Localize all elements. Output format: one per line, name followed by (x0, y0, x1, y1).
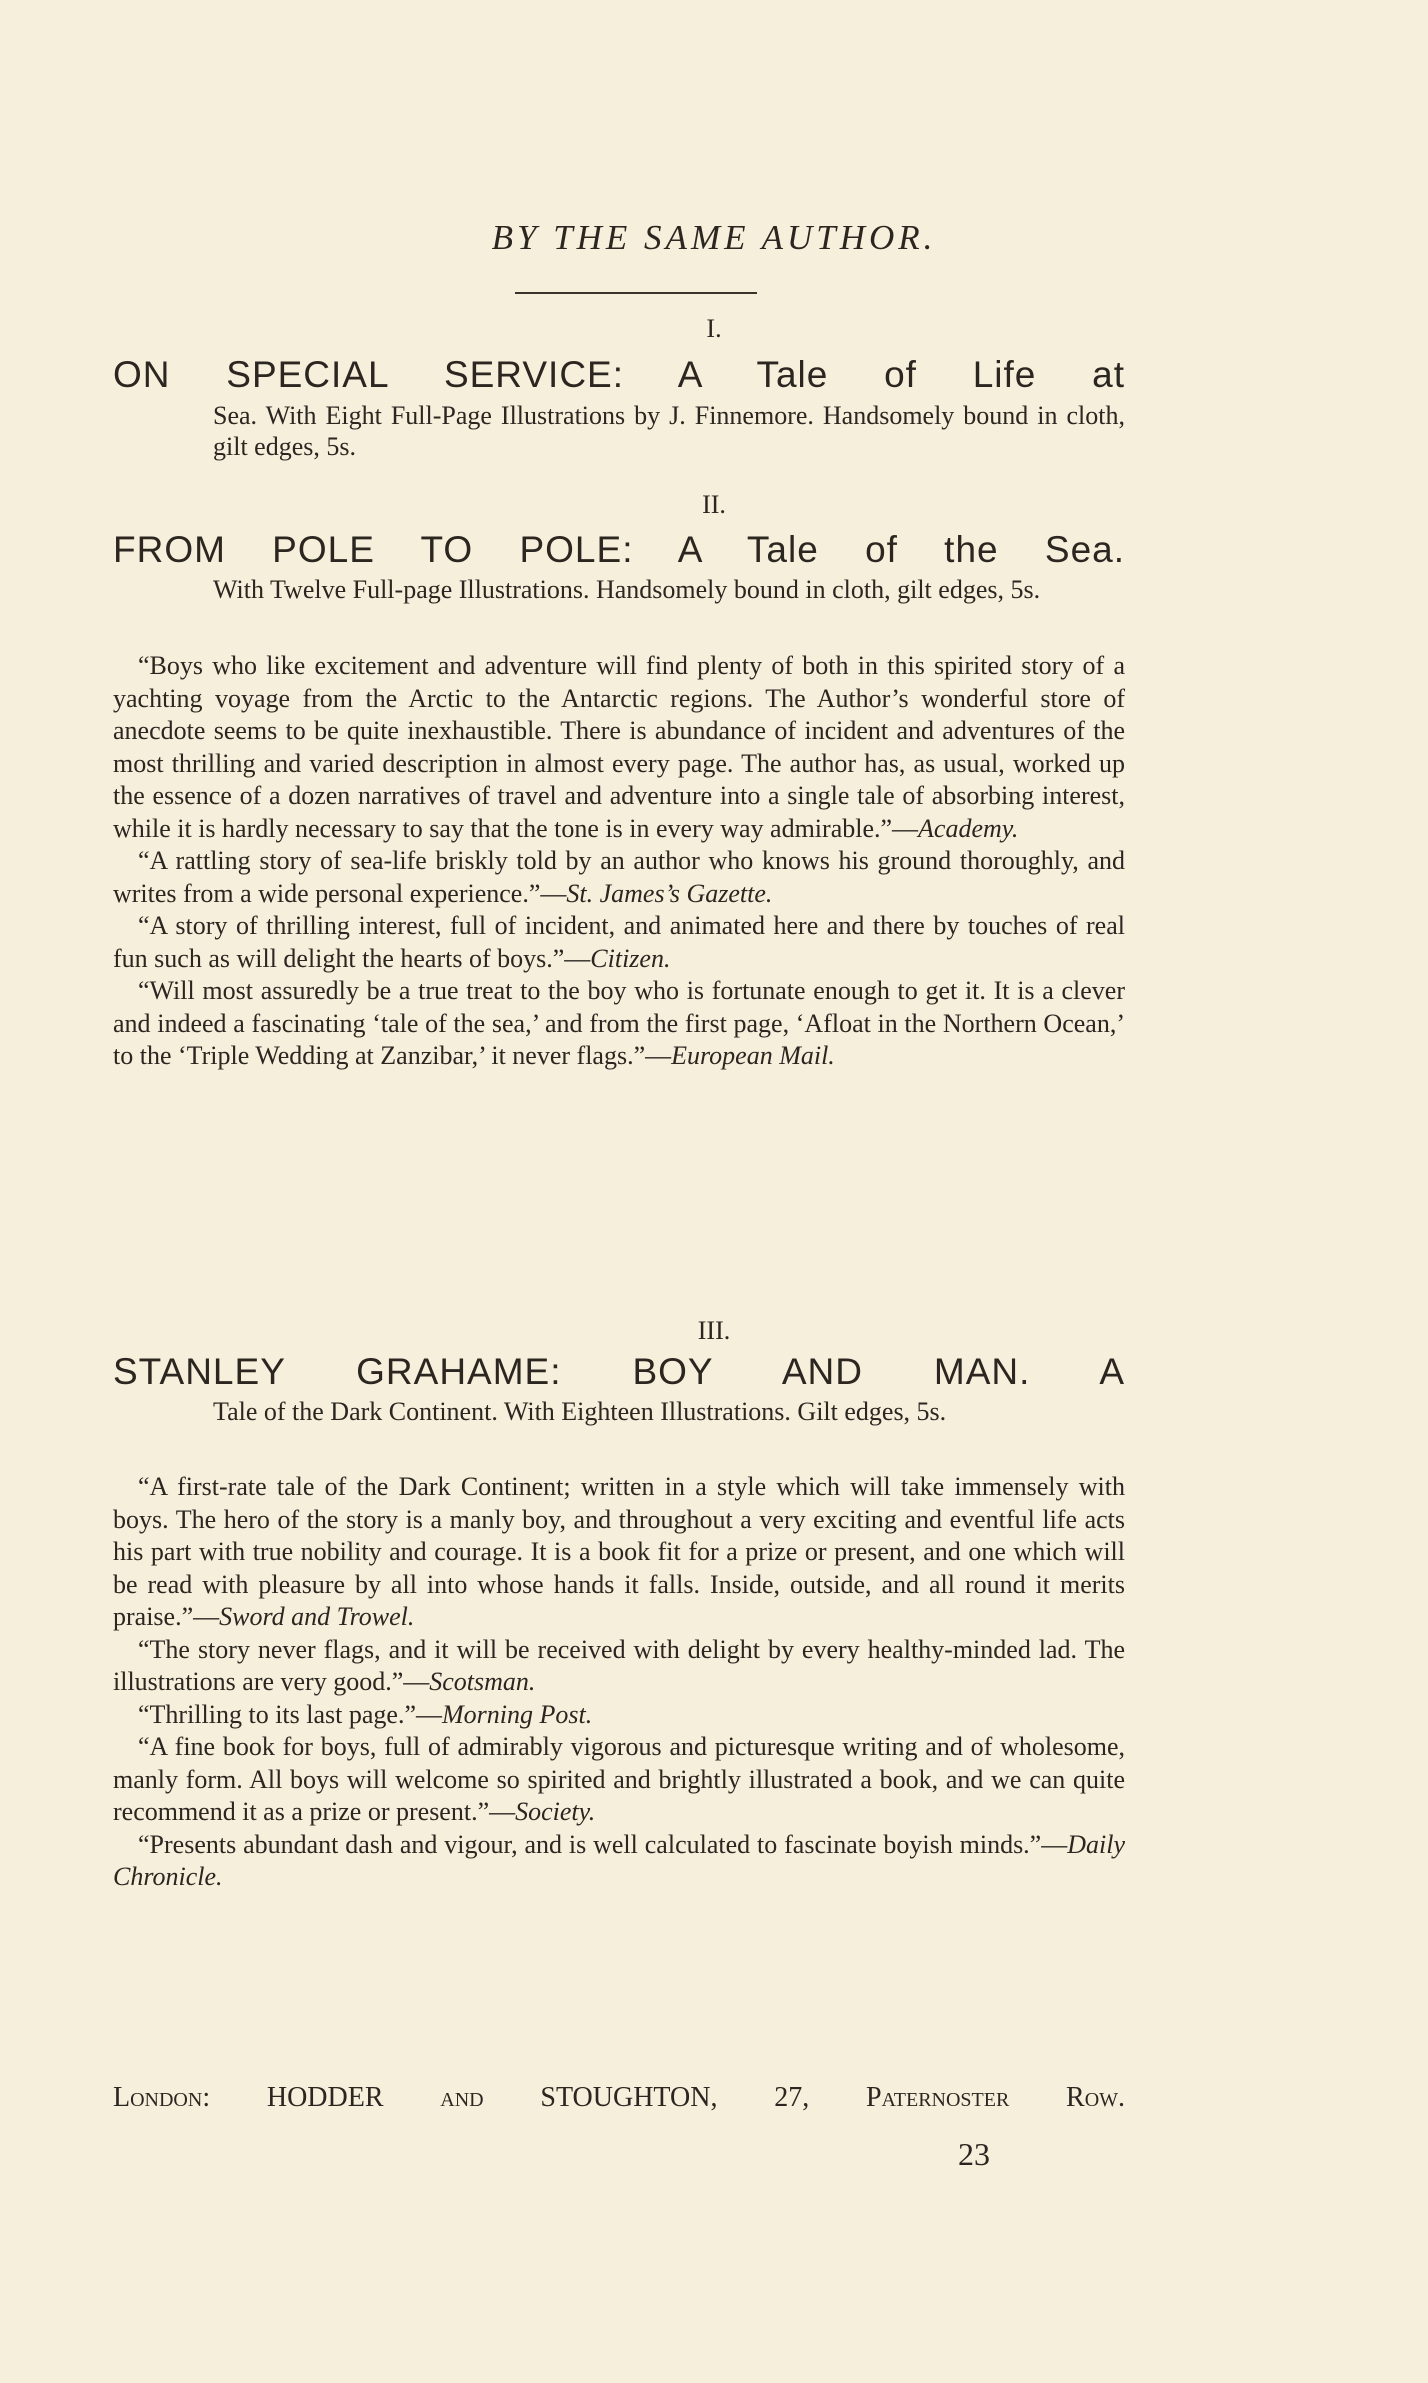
review: “Thrilling to its last page.”—Morning Post. (138, 1699, 593, 1729)
book-3-reviews (113, 1471, 1125, 1894)
review-source: Society. (515, 1797, 596, 1826)
page-heading: BY THE SAME AUTHOR. (491, 218, 937, 257)
review-source: European Mail. (671, 1041, 835, 1070)
review-source: Sword and Trowel. (219, 1602, 415, 1631)
review: “The story never flags, and it will be received with delight by every healthy-minded lad. The illustrations are very good.”—Scotsman. (113, 1634, 1125, 1696)
review-source: St. James’s Gazette. (566, 878, 773, 908)
review-source: Daily Chronicle. (113, 1829, 1125, 1891)
book-3-numeral: III. (697, 1316, 731, 1345)
review: “Will most assuredly be a true treat to the boy who is fortunate enough to get it. It is a clever and indeed a fascinating ‘tale of the sea,’ and from the first page, ‘Afloat in the Northern Ocean,’ to the ‘Triple Wedding at Zanzibar,’ it never flags.”—European Mail. (113, 976, 1125, 1070)
heading-divider (515, 292, 757, 294)
review: “Boys who like excitement and adventure will find plenty of both in this spirited story of a yachting voyage from the Arctic to the Antarctic regions. The Author’s wonderful store of anecdote seems to be quite inexhaustible. There is abundance of incident and adventures of the most thrilling and varied description in almost every page. The author has, as usual, worked up the essence of a dozen narratives of travel and adventure into a single tale of absorbing interest, while it is hardly necessary to say that the tone is in every way admirable.”—Academy. (113, 651, 1125, 843)
imprint-city: London: (113, 2082, 211, 2113)
page-number: 23 (958, 2136, 990, 2172)
review-source: Citizen. (590, 943, 671, 973)
book-2-description: With Twelve Full-page Illustrations. Handsomely bound in cloth, gilt edges, 5s. (213, 575, 1041, 604)
review: “Presents abundant dash and vigour, and is well calculated to fascinate boyish minds.”—Daily Chronicle. (113, 1829, 1125, 1891)
book-2-title: FROM POLE TO POLE: A Tale of the Sea. (113, 529, 1125, 570)
imprint-street: Paternoster Row. (865, 2082, 1126, 2113)
book-2-numeral: II. (702, 490, 726, 519)
book-3-title: STANLEY GRAHAME: BOY AND MAN. A (113, 1351, 1125, 1392)
publisher-imprint (113, 2082, 1125, 2114)
review: “A fine book for boys, full of admirably vigorous and picturesque writing and of wholesome, manly form. All boys will welcome so spirited and brightly illustrated a book, and we can quite recommend it as a prize or present.”—Society. (113, 1732, 1125, 1826)
review-source: Scotsman. (429, 1667, 536, 1696)
imprint-and: and (440, 2082, 484, 2113)
review: “A rattling story of sea-life briskly told by an author who knows his ground thoroughly, and writes from a wide personal experience.”—St. James’s Gazette. (113, 846, 1125, 908)
review-source: Morning Post. (442, 1699, 593, 1729)
book-1-description: Sea. With Eight Full-Page Illustrations by J. Finnemore. Handsomely bound in cloth, gilt edges, 5s. (213, 401, 1125, 461)
imprint-number: 27, (774, 2082, 810, 2113)
imprint-stoughton: STOUGHTON, (540, 2082, 718, 2113)
book-3-description: Tale of the Dark Continent. With Eighteen Illustrations. Gilt edges, 5s. (213, 1397, 947, 1426)
book-1-numeral: I. (706, 314, 722, 343)
review: “A first-rate tale of the Dark Continent; written in a style which will take immensely with boys. The hero of the story is a manly boy, and throughout a very exciting and eventful life acts his part with true nobility and courage. It is a book fit for a prize or present, and one which will be read with pleasure by all into whose hands it falls. Inside, outside, and all round it merits praise.”—Sword and Trowel. (113, 1472, 1125, 1631)
review: “A story of thrilling interest, full of incident, and animated here and there by touches of real fun such as will delight the hearts of boys.”—Citizen. (113, 911, 1125, 973)
review-source: Academy. (918, 813, 1019, 843)
imprint-hodder: HODDER (266, 2082, 384, 2113)
book-2-reviews (113, 650, 1125, 1073)
book-1-title: ON SPECIAL SERVICE: A Tale of Life at (113, 354, 1125, 395)
